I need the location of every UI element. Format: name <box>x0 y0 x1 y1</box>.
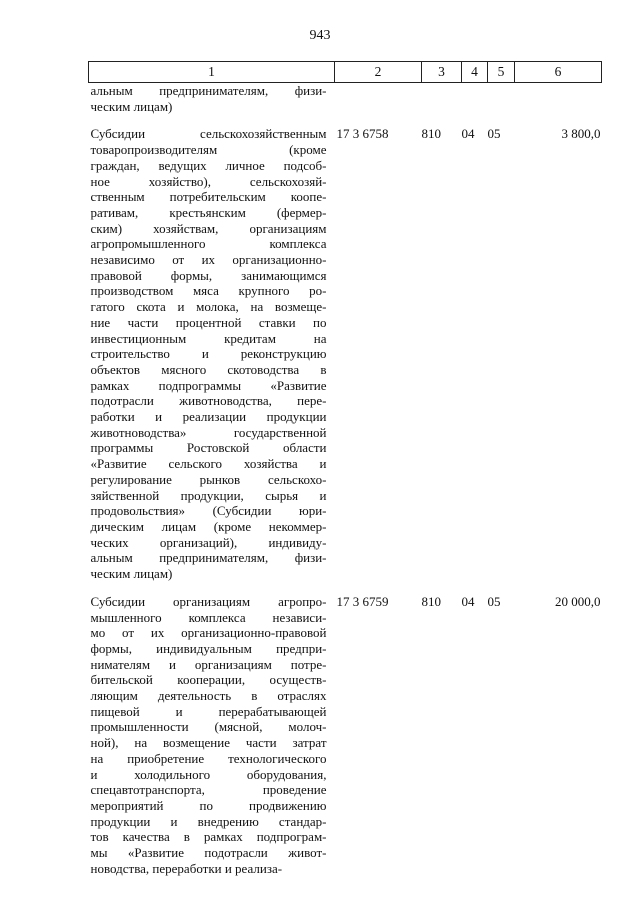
header-col-1: 1 <box>89 62 335 83</box>
description-line: граждан, ведущих личное подсоб- <box>90 157 327 173</box>
row-col-5: 05 <box>487 593 501 609</box>
row-col-4: 04 <box>461 126 475 142</box>
description-line: ной), на возмещение части затрат <box>90 735 327 751</box>
description-line: строительство и реконструкцию <box>90 346 327 362</box>
description-line: альным предпринимателям, физи- <box>90 83 327 98</box>
row-amount: 20 000,0 <box>555 593 601 609</box>
description-line: работки и реализации продукции <box>90 409 327 425</box>
description-line: инвестиционным кредитам на <box>90 330 327 346</box>
description-line: производством мяса крупного ро- <box>90 283 327 299</box>
row-col-4: 04 <box>461 593 475 609</box>
description-line: новодства, переработки и реализа- <box>90 860 283 876</box>
gap-cell <box>335 582 422 594</box>
row-col-3: 810 <box>421 593 441 609</box>
description-line: продукции и внедрению стандар- <box>90 813 327 829</box>
row-code: 17 3 6759 <box>336 593 389 609</box>
gap-cell <box>462 114 488 126</box>
page-number: 943 <box>309 28 331 43</box>
row-col-3: 810 <box>421 126 441 142</box>
description-line: программы Ростовской области <box>90 440 327 456</box>
row-col-5 <box>488 83 515 115</box>
description-line: «Развитие сельского хозяйства и <box>90 456 327 472</box>
description-line: независимо от их организационно- <box>90 252 327 268</box>
description-line: дическим лицам (кроме некоммер- <box>90 518 327 534</box>
gap-cell <box>422 582 462 594</box>
table-row <box>89 83 602 115</box>
description-line: гатого скота и молока, на возмеще- <box>90 299 327 315</box>
description-line: мы «Развитие подотрасли живот- <box>90 845 327 861</box>
gap-cell <box>488 114 515 126</box>
description-line: нимателям и организациям потре- <box>90 656 327 672</box>
header-col-2: 2 <box>335 62 422 83</box>
gap-cell <box>335 114 422 126</box>
description-line: на приобретение технологического <box>90 750 327 766</box>
description-line: животноводства» государственной <box>90 424 327 440</box>
row-code <box>335 83 422 115</box>
row-description <box>89 126 335 581</box>
description-line: ние части процентной ставки по <box>90 314 327 330</box>
description-line: Субсидии организациям агропро- <box>90 593 327 609</box>
description-line: мо от их организационно-правовой <box>90 625 327 641</box>
gap-cell <box>89 114 335 126</box>
table-header <box>89 62 602 83</box>
gap-cell <box>515 114 602 126</box>
header-row <box>89 62 602 83</box>
description-line: бительской кооперации, осуществ- <box>90 672 327 688</box>
description-line: подотрасли животноводства, пере- <box>90 393 327 409</box>
row-code: 17 3 6758 <box>336 126 389 142</box>
gap-cell <box>462 582 488 594</box>
description-line: формы, индивидуальным предпри- <box>90 640 327 656</box>
description-line: и холодильного оборудования, <box>90 766 327 782</box>
description-line: альным предпринимателям, физи- <box>90 550 327 566</box>
description-line: ственным потребительским коопе- <box>90 189 327 205</box>
row-description <box>89 594 335 877</box>
description-line: ное хозяйство), сельскохозяй- <box>90 173 327 189</box>
description-line: зяйственной продукции, сырья и <box>90 487 327 503</box>
row-gap <box>89 582 602 594</box>
description-line: рамках подпрограммы «Развитие <box>90 377 327 393</box>
description-line: ляющим деятельность в отраслях <box>90 688 327 704</box>
description-line: ческих организаций), индивиду- <box>90 534 327 550</box>
header-col-5: 5 <box>488 62 515 83</box>
description-line: продовольствия» (Субсидии юри- <box>90 503 327 519</box>
header-col-3: 3 <box>422 62 462 83</box>
description-line: товаропроизводителям (кроме <box>90 142 327 158</box>
description-line: мышленного комплекса независи- <box>90 609 327 625</box>
description-line: объектов мясного скотоводства в <box>90 361 327 377</box>
table-body <box>89 83 602 877</box>
table-row <box>89 126 602 581</box>
row-description <box>89 83 335 115</box>
row-col-5: 05 <box>487 126 501 142</box>
description-line: спецавтотранспорта, проведение <box>90 782 327 798</box>
description-line: правовой формы, занимающимся <box>90 267 327 283</box>
description-line: пищевой и перерабатывающей <box>90 703 327 719</box>
row-col-4 <box>462 83 488 115</box>
row-amount <box>515 83 602 115</box>
gap-cell <box>515 582 602 594</box>
description-line: регулирование рынков сельскохо- <box>90 471 327 487</box>
header-col-4: 4 <box>462 62 488 83</box>
gap-cell <box>422 114 462 126</box>
description-line: промышленности (мясной, молоч- <box>90 719 327 735</box>
description-line: агропромышленного комплекса <box>90 236 327 252</box>
description-line: ческим лицам) <box>90 566 173 582</box>
description-line: ским) хозяйствам, организациям <box>90 220 327 236</box>
row-gap <box>89 114 602 126</box>
description-line: мероприятий по продвижению <box>90 797 327 813</box>
header-col-6: 6 <box>515 62 602 83</box>
row-col-3 <box>422 83 462 115</box>
description-line: ративам, крестьянским (фермер- <box>90 204 327 220</box>
budget-table <box>88 61 602 876</box>
gap-cell <box>488 582 515 594</box>
description-line: Субсидии сельскохозяйственным <box>90 126 327 142</box>
description-line: ческим лицам) <box>90 98 173 114</box>
description-line: тов качества в рамках подпрограм- <box>90 829 327 845</box>
table-row <box>89 594 602 877</box>
gap-cell <box>89 582 335 594</box>
row-amount: 3 800,0 <box>561 126 601 142</box>
